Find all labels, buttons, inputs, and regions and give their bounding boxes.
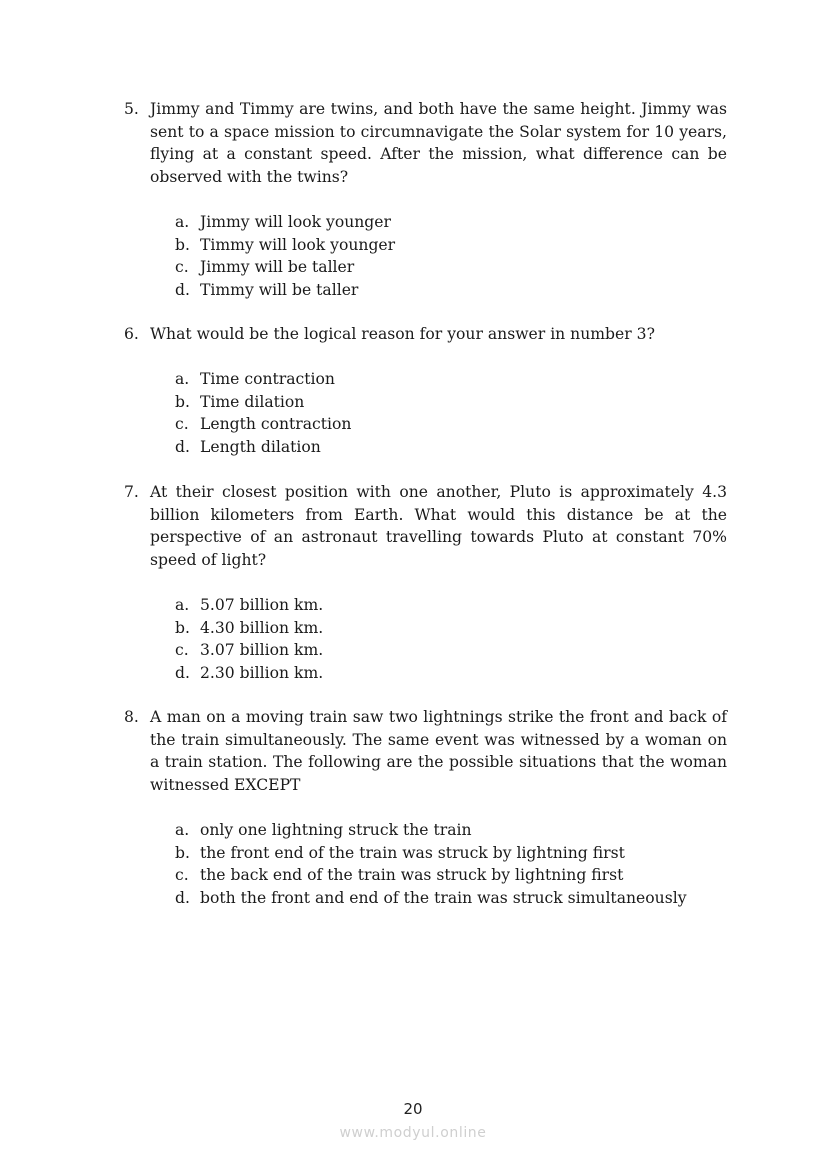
answer-options [175,211,727,301]
option-b [175,617,727,640]
option-text: 5.07 billion km. [200,595,324,614]
option-text: only one lightning struck the train [200,820,472,839]
question-number: 6. [124,325,139,343]
option-letter: a. [175,595,190,614]
option-text: 2.30 billion km. [200,663,324,682]
option-letter: a. [175,370,190,389]
question-text: A man on a moving train saw two lightnings strike the front and back of the train simultaneously. The same event was witnessed by a woman on a train station. The following are the possible situations that the woman witnessed EXCEPT [150,708,727,794]
option-letter: c. [175,415,189,434]
option-a [175,819,727,842]
question-number: 8. [124,708,139,726]
question-stem [124,323,727,346]
question-text: Jimmy and Timmy are twins, and both have the same height. Jimmy was sent to a space mission to circumnavigate the Solar system for 10 years, flying at a constant speed. After the mission, what difference can be observed with the twins? [150,100,727,186]
option-a [175,211,727,234]
option-letter: b. [175,843,190,862]
option-letter: d. [175,888,190,907]
option-letter: b. [175,235,190,254]
option-a [175,594,727,617]
option-letter: c. [175,641,189,660]
option-text: Time contraction [200,370,335,389]
option-letter: c. [175,258,189,277]
question-7 [124,481,727,684]
question-stem [124,481,727,571]
option-letter: a. [175,820,190,839]
option-text: Jimmy will be taller [200,258,355,277]
option-letter: d. [175,663,190,682]
option-text: Length contraction [200,415,352,434]
question-stem [124,98,727,188]
option-letter: d. [175,280,190,299]
option-text: Jimmy will look younger [200,212,391,231]
option-letter: a. [175,212,190,231]
watermark-text: www.modyul.online [339,1125,487,1141]
option-d [175,279,727,302]
question-text: At their closest position with one another, Pluto is approximately 4.3 billion kilometers from Earth. What would this distance be at the perspective of an astronaut travelling towards Pluto at constant 70% speed of light? [150,483,727,569]
option-d [175,887,727,910]
option-c [175,639,727,662]
option-b [175,842,727,865]
option-text: Time dilation [200,392,305,411]
option-c [175,864,727,887]
option-c [175,413,727,436]
option-b [175,391,727,414]
option-letter: b. [175,618,190,637]
option-text: Timmy will be taller [200,280,359,299]
option-d [175,436,727,459]
option-text: 4.30 billion km. [200,618,324,637]
question-6 [124,323,727,459]
question-text: What would be the logical reason for your answer in number 3? [150,325,655,343]
option-a [175,368,727,391]
option-letter: d. [175,437,190,456]
option-text: the front end of the train was struck by lightning first [200,843,625,862]
option-c [175,256,727,279]
question-8 [124,706,727,909]
question-stem [124,706,727,796]
option-d [175,662,727,685]
answer-options [175,594,727,684]
option-letter: c. [175,866,189,885]
question-number: 7. [124,483,139,501]
page-number: 20 [403,1100,423,1118]
question-number: 5. [124,100,139,118]
option-text: Timmy will look younger [200,235,396,254]
option-text: both the front and end of the train was struck simultaneously [200,888,687,907]
option-letter: b. [175,392,190,411]
answer-options [175,368,727,458]
option-text: 3.07 billion km. [200,641,324,660]
question-5 [124,98,727,301]
option-text: the back end of the train was struck by lightning first [200,866,624,885]
answer-options [175,819,727,909]
option-b [175,234,727,257]
option-text: Length dilation [200,437,321,456]
